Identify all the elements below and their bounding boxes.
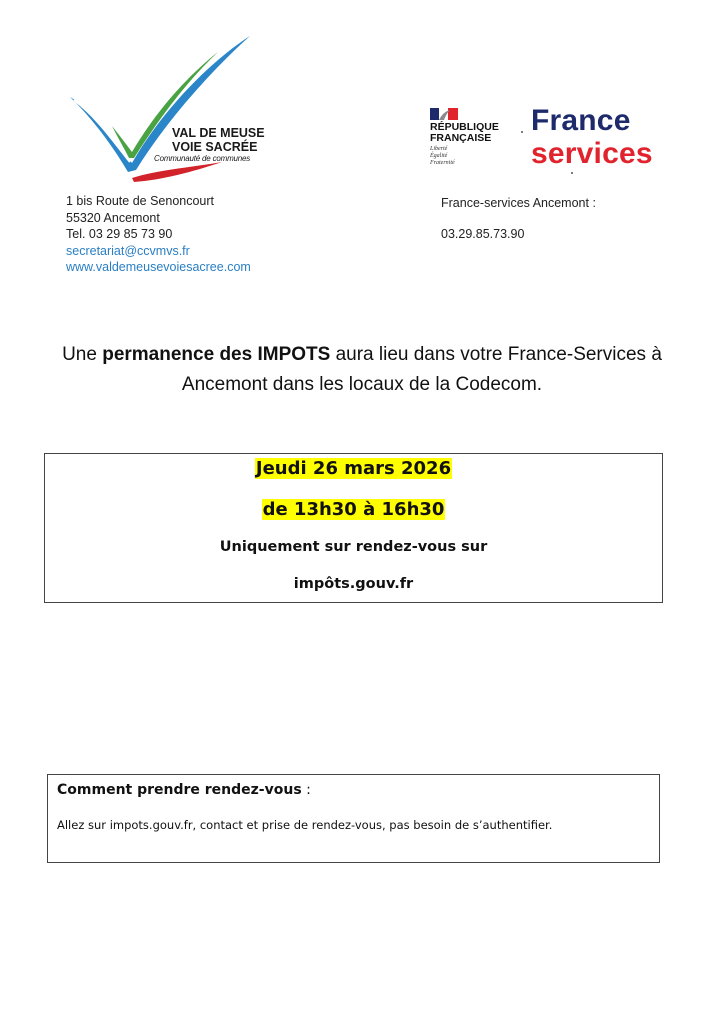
- event-date: Jeudi 26 mars 2026: [255, 458, 452, 479]
- how-to-title-bold: Comment prendre rendez-vous: [57, 782, 302, 798]
- event-date-line: [45, 458, 662, 479]
- announcement-paragraph: [40, 340, 684, 400]
- france-services-logo-word1: France: [531, 104, 631, 137]
- rf-text-line2: FRANÇAISE: [430, 132, 492, 144]
- france-services-logo-word2: services: [531, 137, 653, 170]
- how-to-title: [57, 782, 311, 798]
- marianne-flag-icon: [430, 108, 458, 120]
- motto-fraternite: Fraternité: [430, 160, 455, 166]
- appointment-site: impôts.gouv.fr: [293, 576, 414, 592]
- address-street: 1 bis Route de Senoncourt: [66, 194, 215, 208]
- how-to-box: [47, 774, 660, 863]
- ccvmvs-logo: [62, 30, 277, 190]
- decorative-dot: [521, 131, 523, 133]
- event-time: de 13h30 à 16h30: [262, 499, 445, 520]
- event-box: [44, 453, 663, 603]
- announcement-part1: Une: [62, 344, 103, 365]
- address-city: 55320 Ancemont: [66, 210, 160, 225]
- how-to-title-suffix: :: [301, 782, 311, 798]
- republique-francaise-logo: [428, 108, 528, 178]
- announcement-part2: aura lieu dans votre France-Services à Ancemont dans les locaux de la Codecom.: [181, 344, 662, 395]
- decorative-dot: [571, 172, 573, 174]
- address-phone: Tel. 03 29 85 73 90: [66, 227, 173, 241]
- how-to-text: Allez sur impots.gouv.fr, contact et prise de rendez-vous, pas besoin de s’authentifier.: [57, 818, 553, 832]
- checkmark-logo-icon: [62, 30, 277, 190]
- office-phone: 03.29.85.73.90: [441, 227, 525, 241]
- logo-text-line2: VOIE SACRÉE: [172, 140, 258, 154]
- rf-text-line1: RÉPUBLIQUE: [430, 121, 499, 133]
- website-link[interactable]: www.valdemeusevoiesacree.com: [66, 260, 251, 274]
- address-block: [66, 193, 251, 276]
- event-time-line: [45, 499, 662, 520]
- logo-text-line3: Communauté de communes: [154, 154, 251, 163]
- announcement-bold: permanence des IMPOTS: [102, 344, 331, 365]
- office-name: France-services Ancemont :: [441, 196, 596, 210]
- email-link[interactable]: secretariat@ccvmvs.fr: [66, 243, 190, 258]
- motto-liberte: Liberté: [430, 146, 448, 152]
- motto-egalite: Égalité: [430, 153, 448, 159]
- appointment-note: Uniquement sur rendez-vous sur: [219, 539, 488, 555]
- logo-text-line1: VAL DE MEUSE: [172, 126, 265, 140]
